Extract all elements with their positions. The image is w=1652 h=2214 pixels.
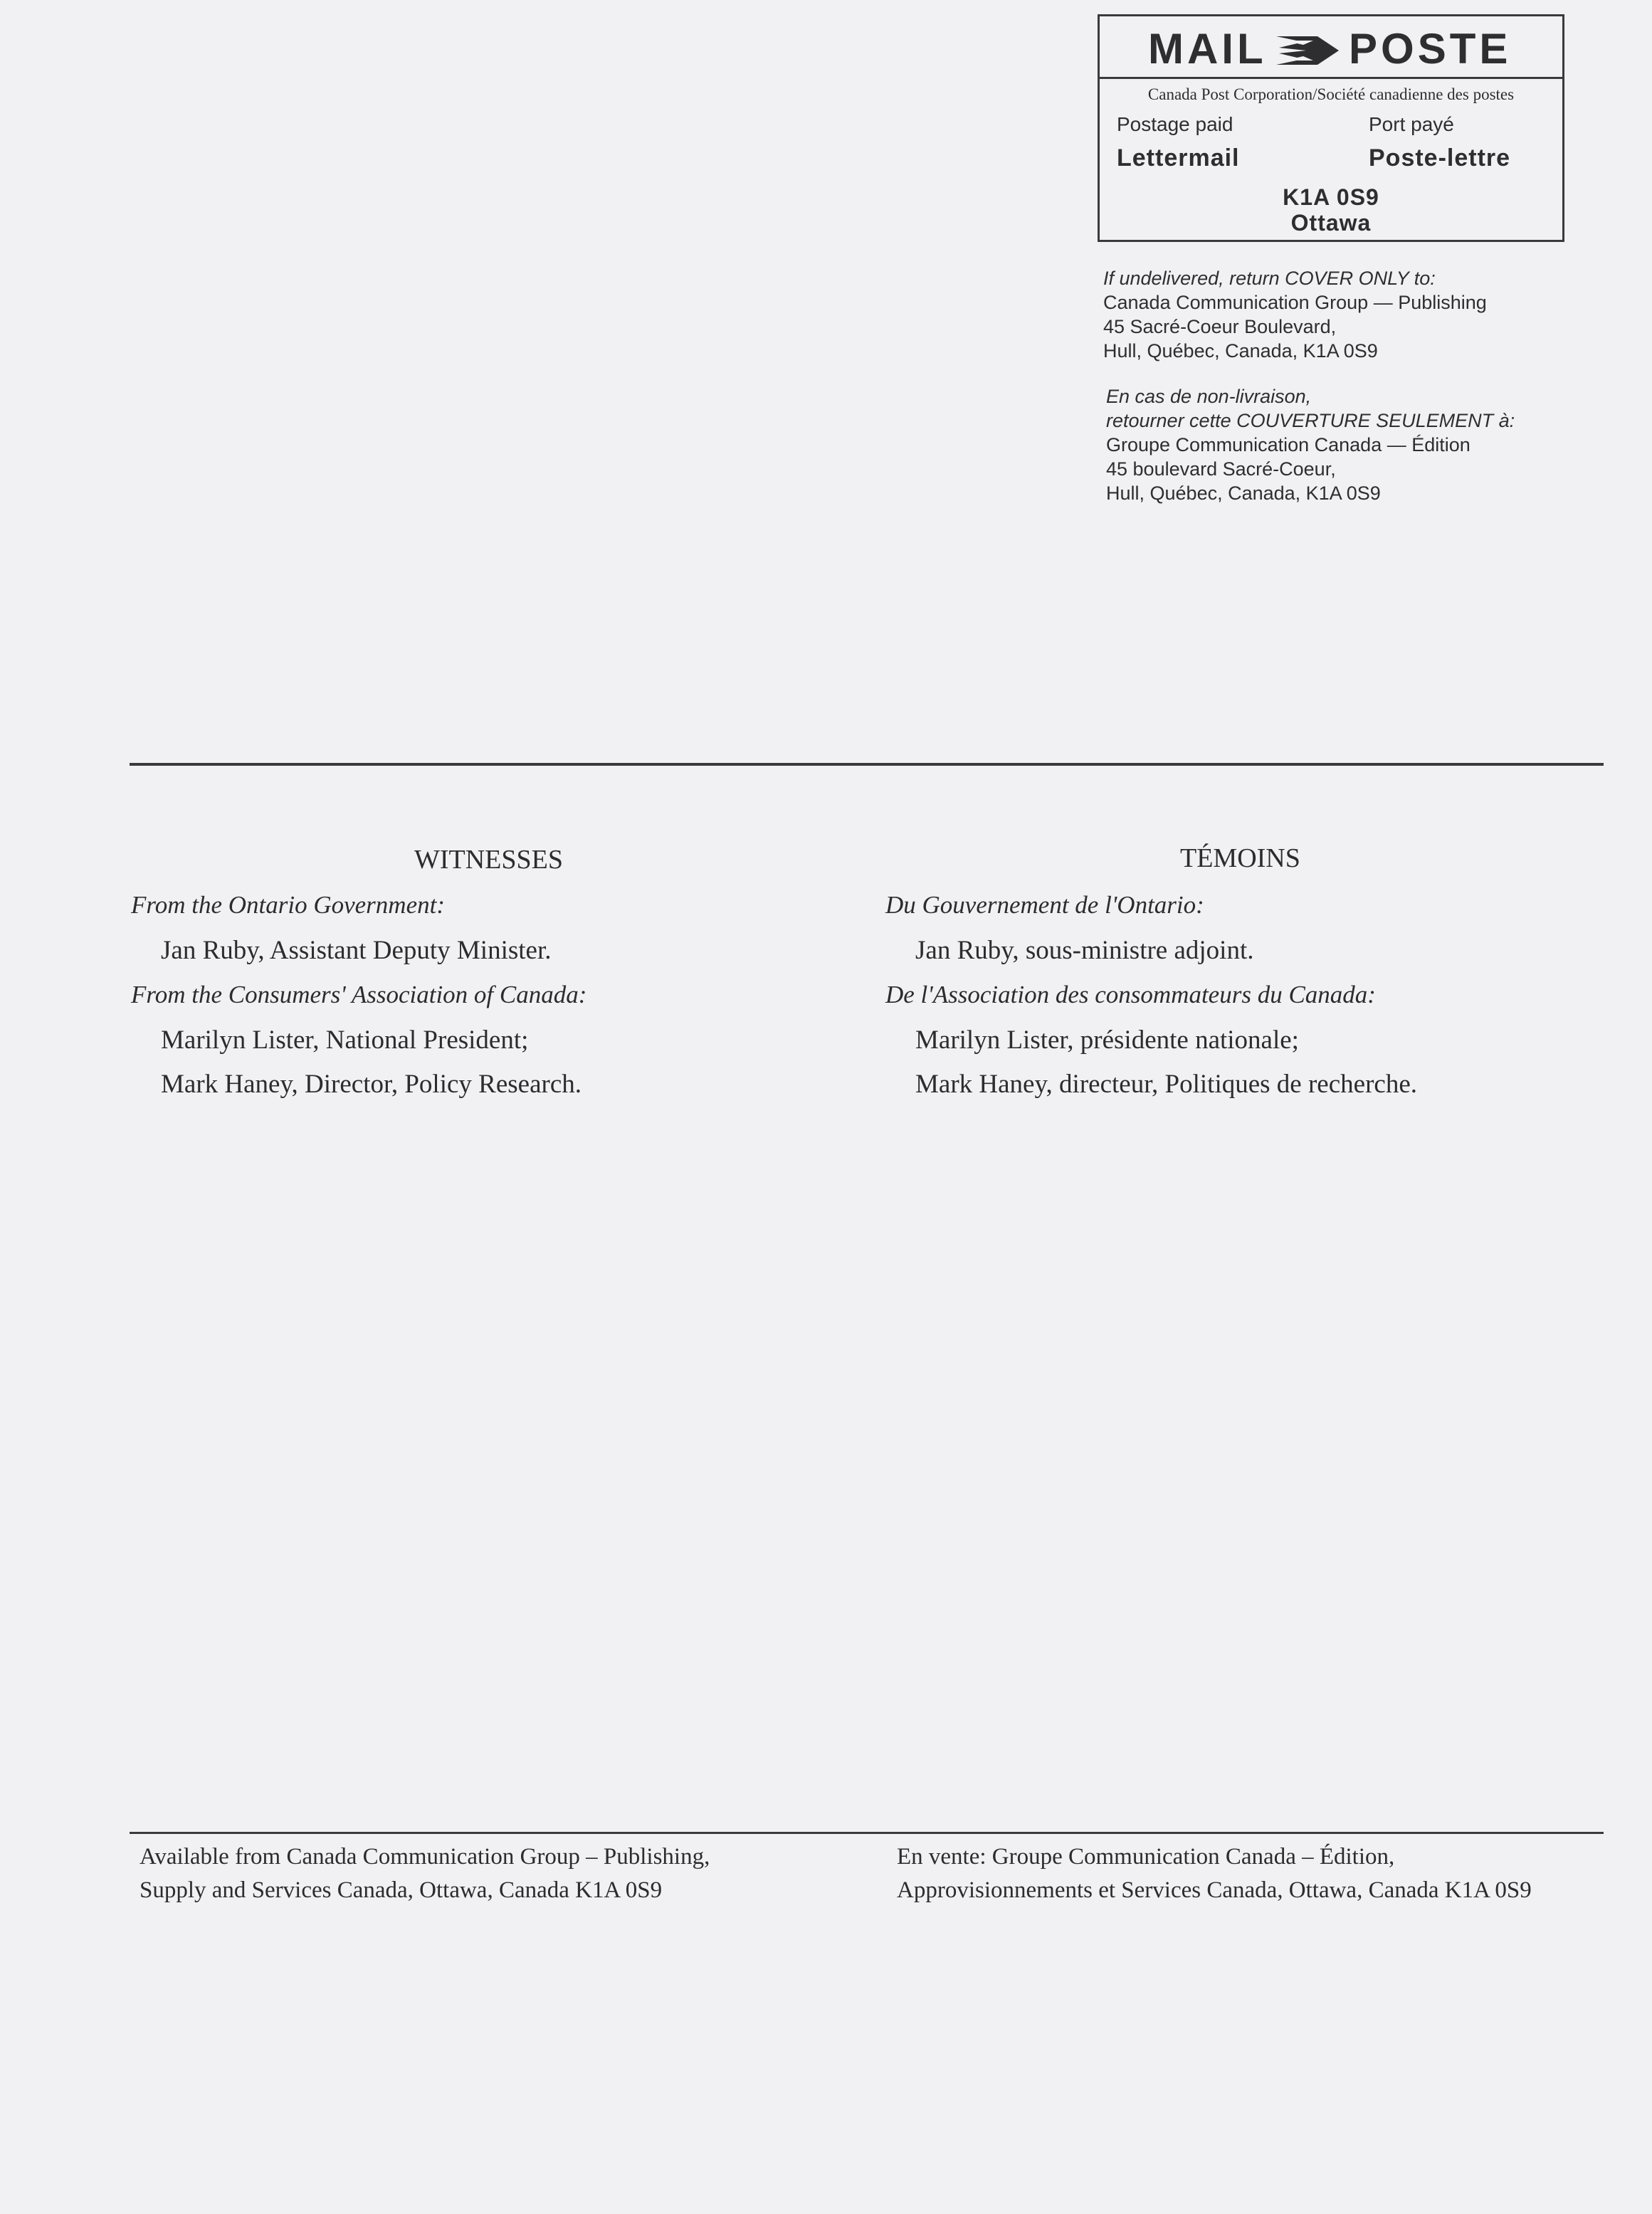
indicia-city: Ottawa (1290, 210, 1372, 236)
mail-label: MAIL (1148, 25, 1267, 73)
witness-name: Marilyn Lister, présidente nationale; (915, 1026, 1299, 1055)
org-label: From the Consumers' Association of Canada: (131, 981, 587, 1008)
section-divider (130, 763, 1604, 766)
witness-name: Jan Ruby, sous-ministre adjoint. (915, 936, 1254, 965)
postage-paid-en: Postage paid (1117, 113, 1233, 135)
witness-name: Mark Haney, Director, Policy Research. (161, 1070, 582, 1099)
availability-fr (897, 1840, 1532, 1907)
postage-paid-fr: Port payé (1369, 113, 1454, 135)
availability-line: Supply and Services Canada, Ottawa, Canada K1A 0S9 (140, 1877, 663, 1903)
return-line: Canada Communication Group — Publishing (1103, 292, 1487, 313)
return-line: Groupe Communication Canada — Édition (1106, 434, 1471, 455)
return-line: Hull, Québec, Canada, K1A 0S9 (1103, 340, 1378, 362)
org-label: De l'Association des consommateurs du Canada: (885, 981, 1376, 1008)
return-instruction-en: If undelivered, return COVER ONLY to: (1103, 268, 1436, 289)
poste-label: POSTE (1349, 25, 1512, 73)
corporation-name: Canada Post Corporation/Société canadienne des postes (1147, 85, 1515, 103)
return-line: 45 Sacré-Coeur Boulevard, (1103, 316, 1337, 337)
availability-line: Approvisionnements et Services Canada, Ottawa, Canada K1A 0S9 (897, 1877, 1532, 1903)
postal-indicia (1098, 14, 1564, 242)
return-address-en (1103, 266, 1487, 363)
org-label: From the Ontario Government: (131, 891, 445, 919)
return-instruction-fr: En cas de non-livraison, (1106, 386, 1312, 407)
return-line: 45 boulevard Sacré-Coeur, (1106, 458, 1336, 480)
availability-en (140, 1840, 710, 1907)
return-line: Hull, Québec, Canada, K1A 0S9 (1106, 483, 1381, 504)
footer-divider (130, 1832, 1604, 1834)
availability-line: Available from Canada Communication Group – Publishing, (140, 1844, 710, 1870)
availability-line: En vente: Groupe Communication Canada – Édition, (897, 1844, 1395, 1870)
witness-name: Jan Ruby, Assistant Deputy Minister. (161, 936, 552, 965)
witness-name: Mark Haney, directeur, Politiques de recherche. (915, 1070, 1417, 1099)
witness-name: Marilyn Lister, National President; (161, 1026, 529, 1055)
org-label: Du Gouvernement de l'Ontario: (885, 891, 1204, 919)
indicia-postal-code: K1A 0S9 (1283, 184, 1379, 210)
lettermail-fr: Poste-lettre (1369, 144, 1511, 172)
return-instruction-fr: retourner cette COUVERTURE SEULEMENT à: (1106, 410, 1515, 431)
lettermail-en: Lettermail (1117, 144, 1240, 172)
indicia-header (1100, 16, 1562, 79)
canada-post-logo-icon (1275, 32, 1340, 69)
temoins-heading: TÉMOINS (1180, 843, 1300, 873)
return-address-fr (1106, 384, 1515, 505)
witnesses-heading: WITNESSES (414, 845, 563, 875)
